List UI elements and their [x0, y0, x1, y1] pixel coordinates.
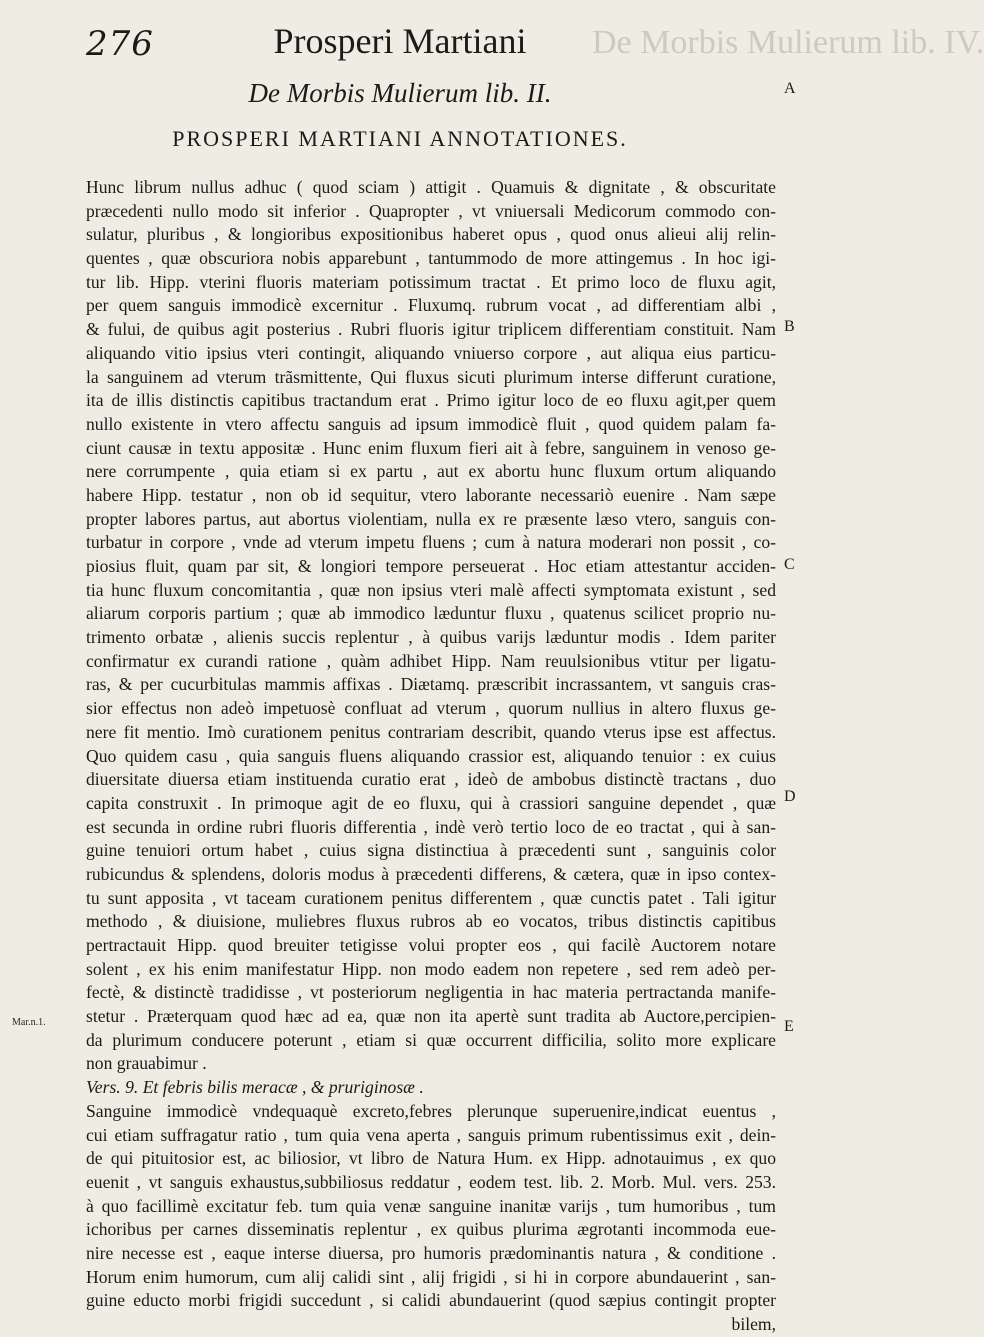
text-line: nere fit mentio. Imò curationem penitus contrariam describit, quando vterus ipse est affectus.	[86, 721, 776, 742]
margin-marker-d: D	[784, 788, 796, 805]
page-header	[0, 18, 984, 78]
text-line: Quo quidem casu , quia sanguis fluens aliquando crassior est, aliquando tenuior : ex cuius	[86, 745, 776, 766]
text-line: ciunt causæ in textu appositæ . Hunc enim fluxum fieri ait à febre, sanguinem in venoso ge-	[86, 437, 776, 458]
text-line: sulatur, pluribus , & longioribus expositionibus haberet opus , quod onus alieui alij relin-	[86, 224, 776, 245]
text-line: methodo , & diuisione, muliebres fluxus rubros ab eo vocatos, tribus distinctis capitibus	[86, 911, 776, 932]
running-head: Prosperi Martiani	[273, 21, 527, 61]
text-line: præcedenti nullo modo sit inferior . Quapropter , vt vniuersali Medicorum commodo con-	[86, 200, 776, 221]
text-line: ichoribus per carnes disseminatis replentur , ex quibus plurima ægrotanti incommoda eue-	[86, 1219, 776, 1240]
text-line: habere Hipp. testatur , non ob id sequitur, vtero laborante necessariò euenire . Nam sæpe	[86, 484, 776, 505]
margin-note-mar: Mar.n.1.	[12, 1017, 46, 1028]
text-line: est secunda in ordine rubri fluoris differentia , indè verò tertio loco de eo tractat , qui à san-	[86, 816, 776, 837]
text-line: pertractauit Hipp. quod breuiter tetigisse volui propter eos , qui facilè Auctorem notare	[86, 935, 776, 955]
text-line: tur lib. Hipp. vterini fluoris materiam potissimum tractat . Et primo loco de fluxu agit,	[86, 271, 776, 292]
text-line: turbatur in corpore , vnde ad vterum impetu fluens ; cum à natura moderari non possit , co-	[86, 532, 776, 553]
text-line: piosius fluit, quam par sit, & longiori tempore perseuerat . Hoc etiam attestantur acciden-	[86, 556, 776, 576]
text-line: guine tenuiori ortum habet , cuius signa distinctiua à præcedenti sunt , sanguinis color	[86, 840, 776, 861]
margin-marker-a: A	[784, 80, 796, 97]
margin-marker-b: B	[784, 318, 795, 335]
text-line: fectè, & distinctè tradidisse , vt posteriorum negligentia in hac materia pertractanda manife-	[86, 982, 776, 1003]
text-line: & fului, de quibus agit posterius . Rubri fluoris igitur triplicem differentiam constituit. Nam	[86, 319, 776, 340]
text-line: guine educto morbi frigidi succedunt , si calidi abundauerint (quod sæpius contingit propter	[86, 1290, 776, 1311]
text-line: bilem,	[731, 1314, 776, 1334]
text-line: aliarum corporis partium ; quæ ab immodico læduntur fluxu , quatenus scilicet proprio nu-	[86, 603, 776, 624]
text-line: tu sunt apposita , vt taceam curationem penitus differentem , quæ cunctis patet . Tali igitur	[86, 887, 776, 908]
text-line: quentes , quæ obscuriora nobis apparebunt , tantummodo de more attingemus . In hoc igi-	[86, 248, 776, 269]
page-number: 276	[86, 24, 154, 64]
text-line: nullo existente in vtero affectu sanguis ad ipsum immodicè fluit , quod quidem palam fa-	[86, 413, 776, 434]
text-line: de qui pituitosior est, ac biliosior, vt libro de Natura Hum. ex Hipp. adnotauimus , ex quo	[86, 1148, 776, 1169]
text-line: per quem sanguis immodicè excernitur . Fluxumq. rubrum vocat , ad differentiam albi ,	[86, 295, 776, 316]
paragraph-commentary	[86, 1100, 776, 1337]
book-subtitle: De Morbis Mulierum lib. II.	[248, 78, 552, 108]
text-line: à quo facillimè excitatur feb. tum quia venæ sanguine inanitæ varijs , tum humoribus , tum	[86, 1195, 776, 1216]
text-line: capita construxit . In primoque agit de eo fluxu, qui à crassiori sanguine dependet , quæ	[86, 792, 776, 813]
text-line: ras, & per cucurbitulas mammis affixas . Diætamq. præscribit incrassantem, vt sanguis cras-	[86, 674, 776, 695]
text-line: Horum enim humorum, cum alij calidi sint , alij frigidi , si hi in corpore abundauerint , san-	[86, 1266, 776, 1287]
text-line: confirmatur ex curandi ratione , quàm adhibet Hipp. Nam reuulsionibus vtitur per ligatu-	[86, 650, 776, 671]
text-line: solent , ex his enim manifestatur Hipp. non modo eadem non repetere , sed rem adeò per-	[86, 958, 776, 979]
text-line: cui etiam suffragatur ratio , tum quia vena aperta , sanguis primum rubentissimus exit , dein-	[86, 1124, 776, 1145]
text-line: nere corrumpente , quia etiam si ex partu , aut ex abortu hunc fluxum ortum aliquando	[86, 461, 776, 482]
text-line: Sanguine immodicè vndequaquè excreto,febres plerunque superuenire,indicat euentus ,	[86, 1100, 776, 1121]
text-line: da plurimum conducere poterunt , etiam si quæ occurrent difficilia, solito more explicare	[86, 1029, 776, 1050]
text-line: non grauabimur .	[86, 1053, 207, 1074]
text-line: la sanguinem ad vterum trãsmittente, Qui fluxus sicuti plurimum interse differunt curatione,	[86, 366, 776, 387]
text-line: sior effectus non adeò impetuosè confluat ad vterum , quorum nullius in altero fluxus ge-	[86, 698, 776, 719]
text-line: euenit , vt sanguis exhaustus,subbiliosus reddatur , eodem test. lib. 2. Morb. Mul. vers. 253.	[86, 1171, 776, 1192]
text-line: aliquando vitio ipsius vteri contingit, aliquando vniuerso corpore , aut aliqua eius particu-	[86, 342, 776, 363]
text-line: Hunc librum nullus adhuc ( quod sciam ) attigit . Quamuis & dignitate , & obscuritate	[86, 177, 776, 197]
text-line: ita de illis distinctis capitibus tractandum erat . Primo igitur loco de eo fluxu agit,per quem	[86, 390, 776, 411]
text-line: propter labores partus, aut abortus violentiam, nulla ex re præsente læso vtero, sanguis con-	[86, 508, 776, 529]
margin-marker-c: C	[784, 556, 795, 573]
text-line: stetur . Præterquam quod hæc ad ea, quæ non ita apertè sunt tradita ab Auctore,percipien-	[86, 1006, 776, 1027]
body-text	[86, 176, 776, 1337]
text-line: tia hunc fluxum concomitantia , quæ non ipsius vteri malè affecti symptomata existunt , sed	[86, 579, 776, 600]
text-line: diuersitate diuersa etiam instituenda curatio erat , ideò de ambobus distinctè tractans , duo	[86, 769, 776, 790]
paragraph-annotation	[86, 176, 776, 1076]
section-title: PROSPERI MARTIANI ANNOTATIONES.	[172, 126, 628, 151]
margin-marker-e: E	[784, 1018, 794, 1035]
show-through-text: De Morbis Mulierum lib. IV.	[592, 24, 984, 61]
verse-lemma: Vers. 9. Et febris bilis meracæ , & pruriginosæ .	[86, 1077, 424, 1098]
text-line: nire necesse est , eaque interse diuersa, pro humoris prædominantis natura , & conditione .	[86, 1242, 776, 1263]
text-line: rubicundus & splendens, doloris modus à præcedenti differens, & cætera, quæ in ipso contex-	[86, 863, 776, 884]
text-line: trimento orbatæ , alienis succis replentur , à quibus varijs læduntur modis . Idem pariter	[86, 627, 776, 648]
